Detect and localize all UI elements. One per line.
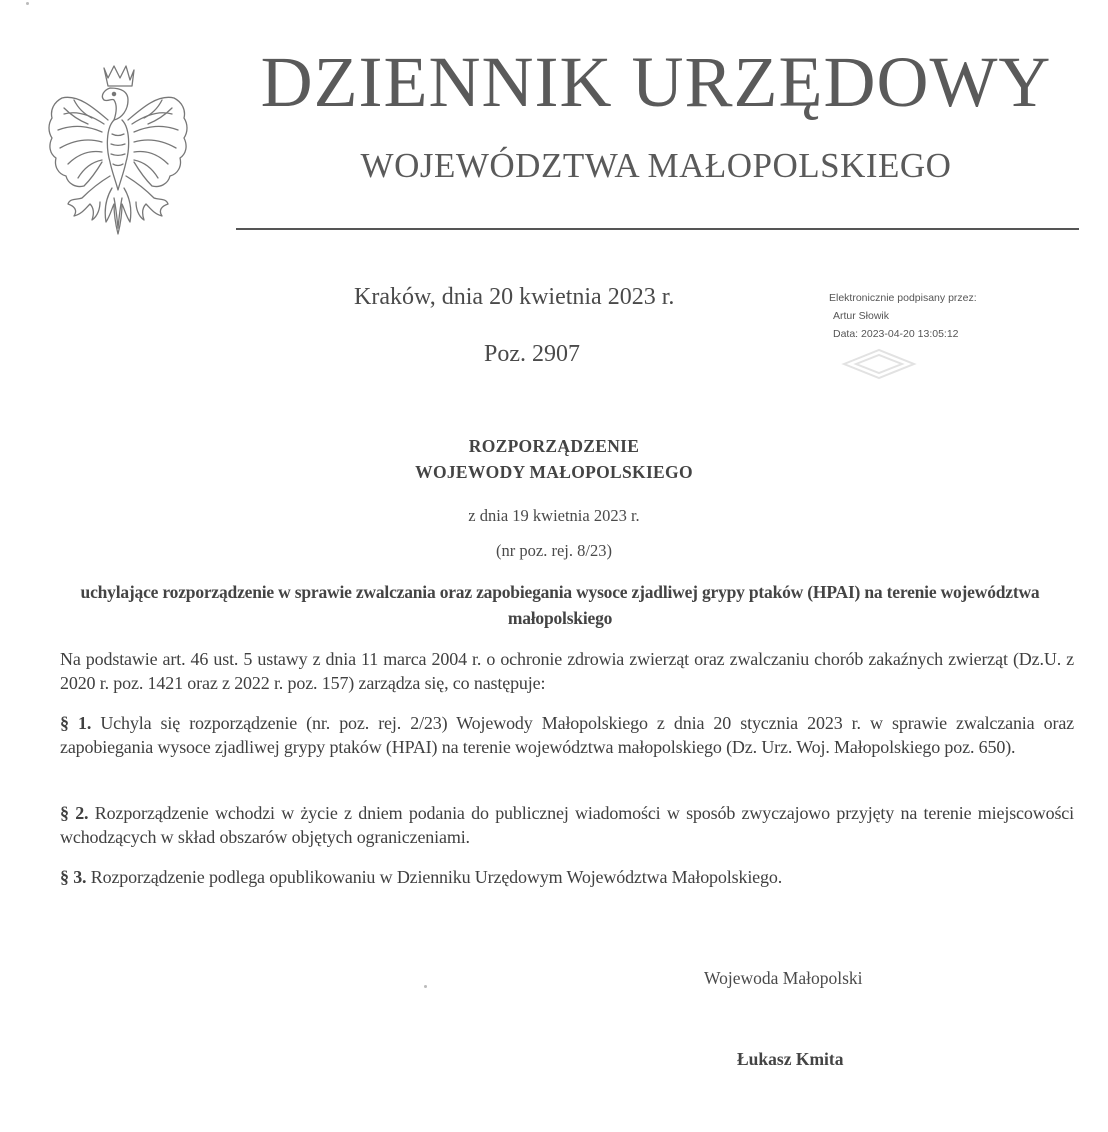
esign-date: Data: 2023-04-20 13:05:12 <box>833 328 959 340</box>
journal-title: DZIENNIK URZĘDOWY <box>260 42 1052 122</box>
legal-basis-text: Na podstawie art. 46 ust. 5 ustawy z dnia 11 marca 2004 r. o ochronie zdrowia zwierząt oraz zwalczaniu chorób zakaźnych zwierząt (Dz.U. z 2020 r. poz. 1421 oraz z 2022 r. poz. 157) zarządza się, co następuje: <box>60 649 1074 693</box>
regulation-issuer: WOJEWODY MAŁOPOLSKIEGO <box>415 462 693 482</box>
section-2-text: Rozporządzenie wchodzi w życie z dniem podania do publicznej wiadomości w sposób zwyczajowo przyjęty na terenie miejscowości wchodzących w skład obszarów objętych ograniczeniami. <box>60 803 1074 847</box>
signer-name: Łukasz Kmita <box>737 1049 844 1069</box>
place-date: Kraków, dnia 20 kwietnia 2023 r. <box>354 284 675 310</box>
regulation-date: z dnia 19 kwietnia 2023 r. <box>468 506 640 525</box>
polish-eagle-emblem-icon <box>34 58 202 238</box>
journal-subtitle: WOJEWÓDZTWA MAŁOPOLSKIEGO <box>360 146 952 185</box>
regulation-register-number: (nr poz. rej. 8/23) <box>496 541 612 560</box>
section-3-number: § 3. <box>60 867 87 887</box>
regulation-subject: uchylające rozporządzenie w sprawie zwalczania oraz zapobiegania wysoce zjadliwej grypy ptaków (HPAI) na terenie województwa małopolskiego <box>80 582 1040 628</box>
section-1-text: Uchyla się rozporządzenie (nr. poz. rej. 2/23) Wojewody Małopolskiego z dnia 20 stycznia 2023 r. w sprawie zwalczania oraz zapobiegania wysoce zjadliwej grypy ptaków (HPAI) na terenie województwa małopolskiego (Dz. Urz. Woj. Małopolskiego poz. 650). <box>60 713 1074 757</box>
section-2 <box>34 801 1074 849</box>
section-1-number: § 1. <box>60 713 92 733</box>
section-2-number: § 2. <box>60 803 89 823</box>
legal-basis-paragraph <box>34 647 1074 695</box>
signature-seal-watermark-icon <box>834 346 924 382</box>
section-1 <box>34 711 1074 759</box>
section-3-text: Rozporządzenie podlega opublikowaniu w Dzienniku Urzędowym Województwa Małopolskiego. <box>90 867 783 887</box>
esign-label: Elektronicznie podpisany przez: <box>829 292 977 304</box>
esign-signer: Artur Słowik <box>833 310 890 322</box>
regulation-type: ROZPORZĄDZENIE <box>468 436 640 456</box>
electronic-signature-block <box>829 289 977 343</box>
scan-speck <box>26 2 29 5</box>
signer-title: Wojewoda Małopolski <box>704 968 863 988</box>
section-3 <box>34 865 1074 889</box>
masthead-divider <box>236 228 1079 230</box>
position-number: Poz. 2907 <box>484 341 580 367</box>
scan-speck <box>424 985 427 988</box>
